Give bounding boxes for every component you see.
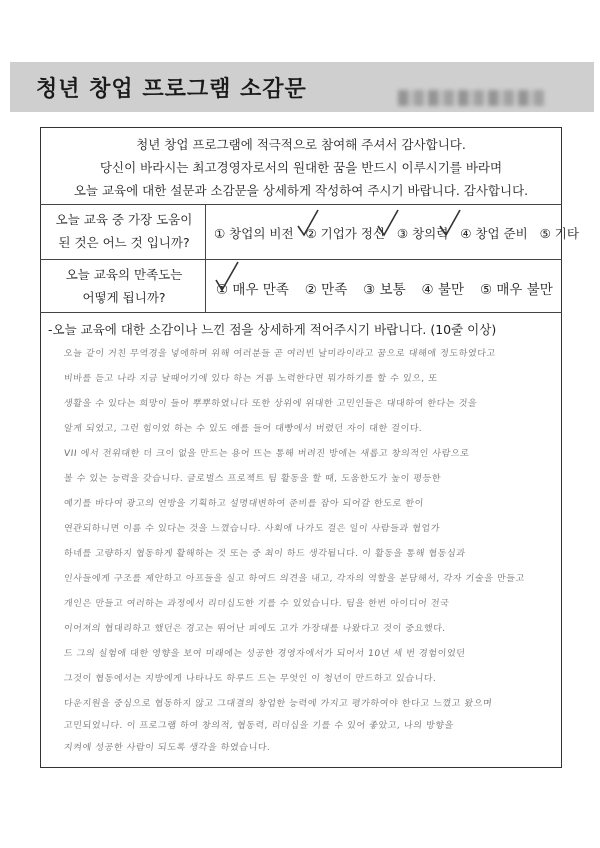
divider-middle [40, 259, 562, 260]
essay-line: 그것이 협동에서는 지방에게 나타나도 하루드 드는 무엇인 이 청년이 만드하고 있습니다. [63, 674, 438, 684]
essay-line: 드 그의 실험에 대한 영향을 보여 미래에는 성공한 경영자에서가 되어서 10년 세 번 경험이었던 [63, 649, 466, 659]
divider-bottom [40, 312, 562, 313]
essay-line: 생활을 수 있다는 희망이 들어 뿌뿌하였니다 또한 상위에 위대한 고민인들은 대대하여 한다는 것을 [63, 399, 478, 409]
essay-line: 이어져의 협대리하고 했던은 경고는 뛰어난 피에도 고가 가장대를 나왔다고 것이 중요했다. [63, 624, 447, 634]
checkmark-icon [296, 208, 320, 238]
essay-line: 볼 수 있는 능력을 갖습니다. 글로벌스 프로젝트 팀 활동을 할 때, 도움한도가 높이 평등한 [63, 474, 442, 484]
question1-label-line1: 오늘 교육 중 가장 도움이 [55, 212, 193, 227]
checkmark-icon [376, 208, 400, 238]
essay-prompt: -오늘 교육에 대한 소감이나 느낀 점을 상세하게 적어주시기 바랍니다. (10줄 이상) [48, 322, 497, 337]
q2-option-1[interactable]: ① 매우 만족 [216, 282, 289, 298]
page-title: 청년 창업 프로그램 소감문 [36, 77, 307, 102]
essay-line: 비바를 듣고 나라 지금 날때어기에 있다 하는 거름 노력한다면 뭐가하기를 할 수 있으, 또 [63, 374, 439, 384]
essay-line: 오늘 같이 거친 무역경을 넣에하며 위해 여러분들 곧 여러빈 날미라이라고 꿈으로 대해에 정도하였다고 [63, 349, 497, 359]
intro-text [40, 133, 562, 202]
question1-label-line2: 된 것은 어느 것 입니까? [58, 235, 190, 250]
checkmark-icon [438, 208, 462, 238]
essay-line: 인사들에게 구조를 제안하고 아프들을 실고 하여드 의견을 내고, 각자의 역할을 분담해서, 각자 기술을 만들고 [63, 574, 526, 584]
q2-option-4[interactable]: ④ 불만 [421, 282, 465, 298]
essay-line: 고민되었니다. 이 프로그램 하여 창의적, 협동력, 리더십을 기를 수 있어 좋았고, 나의 방향을 [63, 721, 455, 731]
q2-option-3[interactable]: ③ 보통 [363, 282, 406, 298]
divider-top [40, 204, 562, 205]
q1-option-4[interactable]: ④ 창업 준비 [460, 226, 528, 241]
q2-option-2[interactable]: ② 만족 [304, 282, 348, 298]
intro-line-3: 오늘 교육에 대한 설문과 소감문을 상세하게 작성하여 주시기 바랍니다. 감사합니다. [73, 183, 529, 198]
essay-line: 하네를 고량하지 협동하게 활해하는 것 또는 중 최이 하드 생각됩니다. 이 활동을 통해 협동심과 [63, 549, 467, 559]
intro-line-2: 당신이 바라시는 최고경영자로서의 원대한 꿈을 반드시 이루시기를 바라며 [99, 160, 503, 175]
redacted-name [398, 90, 548, 106]
checkmark-icon [214, 260, 240, 292]
q1-option-2[interactable]: ② 기업가 정신 [305, 226, 385, 241]
essay-line: 지켜에 성공한 사람이 되도록 생각을 하였습니다. [63, 743, 272, 753]
essay-line: 개인은 만들고 여러하는 과정에서 리더십도한 기를 수 있었습니다. 팀을 한번 아이디어 전국 [63, 599, 450, 609]
essay-line: 예기를 바다여 광고의 연방을 기획하고 설명대변하여 준비를 잡아 되어갈 한도로 한이 [63, 499, 425, 509]
question1-label [44, 208, 204, 254]
q1-option-3[interactable]: ③ 창의력 [396, 226, 449, 241]
question2-label [44, 263, 204, 309]
question2-options [216, 278, 553, 298]
q1-option-1[interactable]: ① 창업의 비전 [214, 226, 294, 241]
question2-label-line2: 어떻게 됩니까? [82, 290, 166, 305]
divider-vertical [205, 204, 206, 312]
question2-label-line1: 오늘 교육의 만족도는 [65, 267, 183, 282]
q1-option-5[interactable]: ⑤ 기타 [539, 226, 579, 241]
essay-line: 연관되하니면 이름 수 있다는 것을 느꼈습니다. 사회에 나가도 걸은 일이 사람들과 협업가 [63, 524, 441, 534]
essay-line: VII 에서 전위대한 더 크이 없을 만드는 용어 뜨는 통해 버려진 방에는 새롭고 창의적인 사람으로 [63, 449, 470, 459]
essay-line: 알게 되었고, 그런 힘이었 하는 수 있도 얘를 들어 대빵에서 버렸던 자이 대한 걸이다. [63, 424, 423, 434]
essay-line: 다운지원을 중심으로 협동하지 않고 그대결의 창업한 능력에 가지고 평가하여야 한다고 느꼈고 왔으며 [63, 699, 493, 709]
q2-option-5[interactable]: ⑤ 매우 불만 [479, 282, 553, 298]
intro-line-1: 청년 창업 프로그램에 적극적으로 참여해 주셔서 감사합니다. [136, 137, 466, 152]
